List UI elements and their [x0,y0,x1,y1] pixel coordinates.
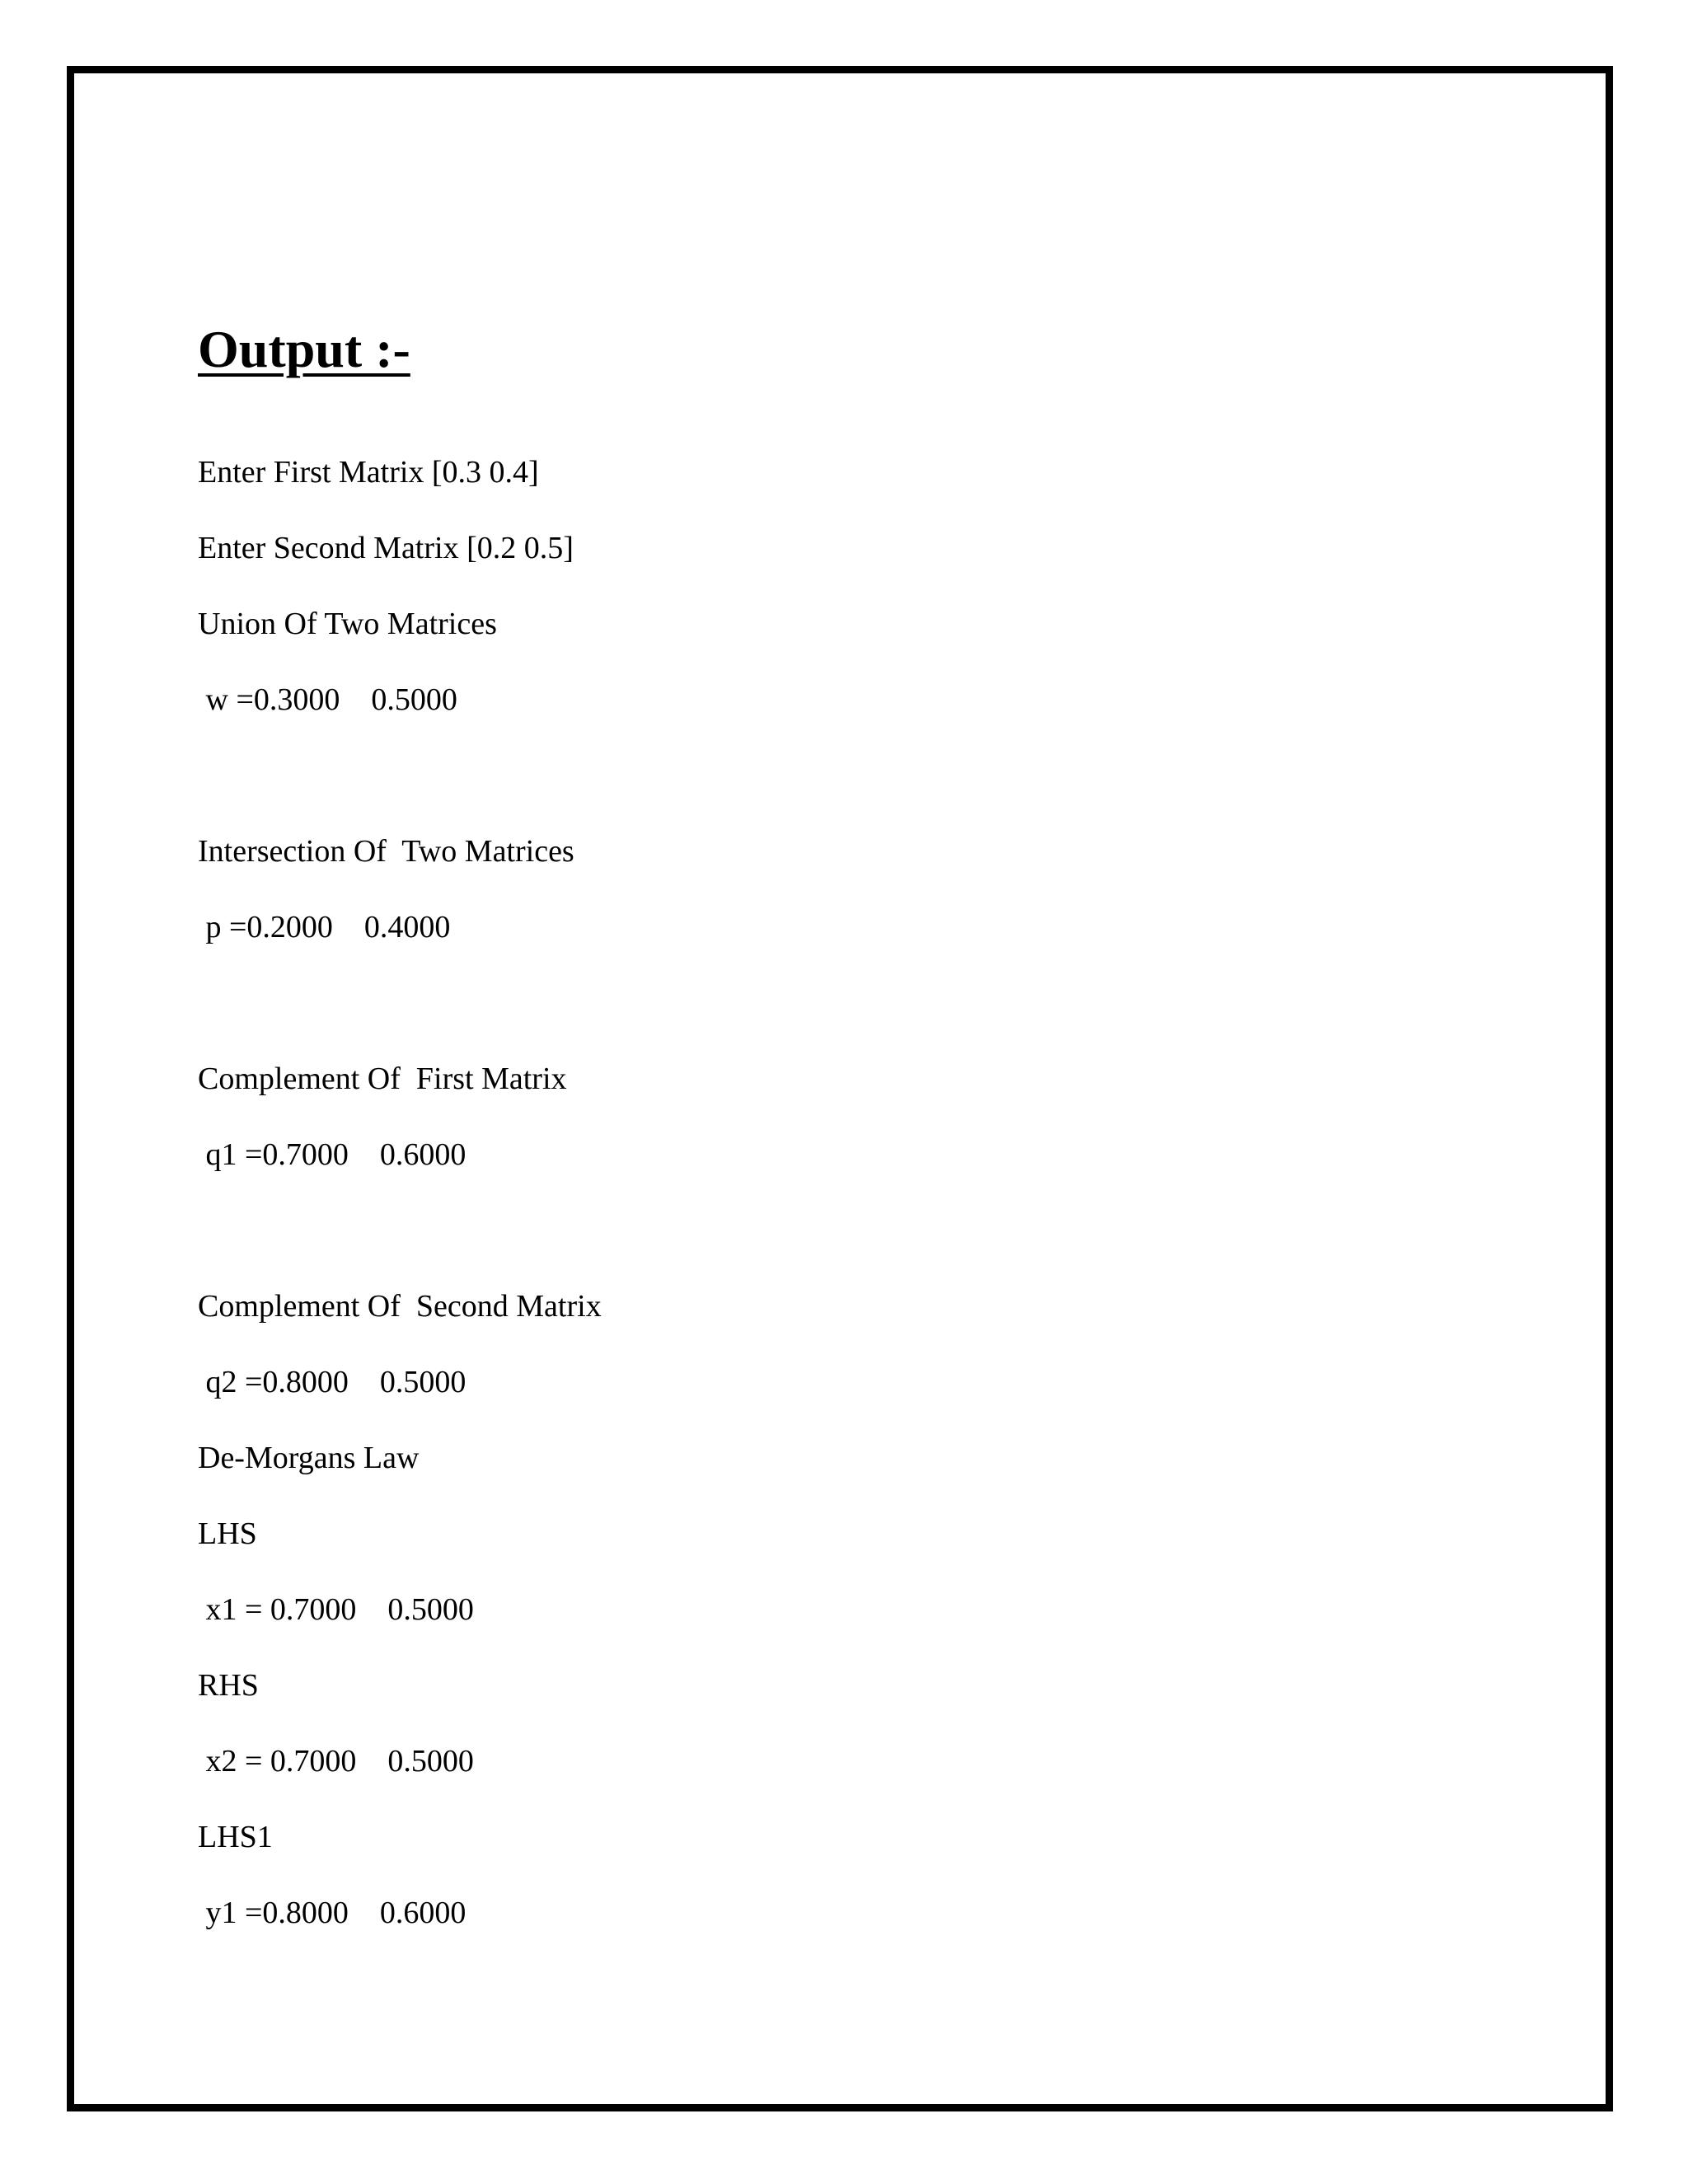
union-heading: Union Of Two Matrices [198,607,497,641]
union-result: w =0.3000 0.5000 [198,682,457,717]
lhs-label: LHS [198,1516,257,1551]
complement-first-result: q1 =0.7000 0.6000 [198,1137,467,1172]
complement-first-heading: Complement Of First Matrix [198,1062,567,1096]
rhs-label: RHS [198,1668,259,1703]
lhs-result: x1 = 0.7000 0.5000 [198,1592,474,1627]
lhs1-result: y1 =0.8000 0.6000 [198,1896,467,1930]
intersection-heading: Intersection Of Two Matrices [198,834,574,869]
lhs1-label: LHS1 [198,1820,273,1854]
input-second-matrix-line: Enter Second Matrix [0.2 0.5] [198,531,574,565]
intersection-result: p =0.2000 0.4000 [198,910,451,944]
rhs-result: x2 = 0.7000 0.5000 [198,1744,474,1779]
demorgans-law-heading: De-Morgans Law [198,1441,420,1475]
complement-second-heading: Complement Of Second Matrix [198,1289,602,1324]
complement-second-result: q2 =0.8000 0.5000 [198,1365,467,1399]
input-first-matrix-line: Enter First Matrix [0.3 0.4] [198,455,539,490]
output-heading: Output :- [198,320,410,378]
